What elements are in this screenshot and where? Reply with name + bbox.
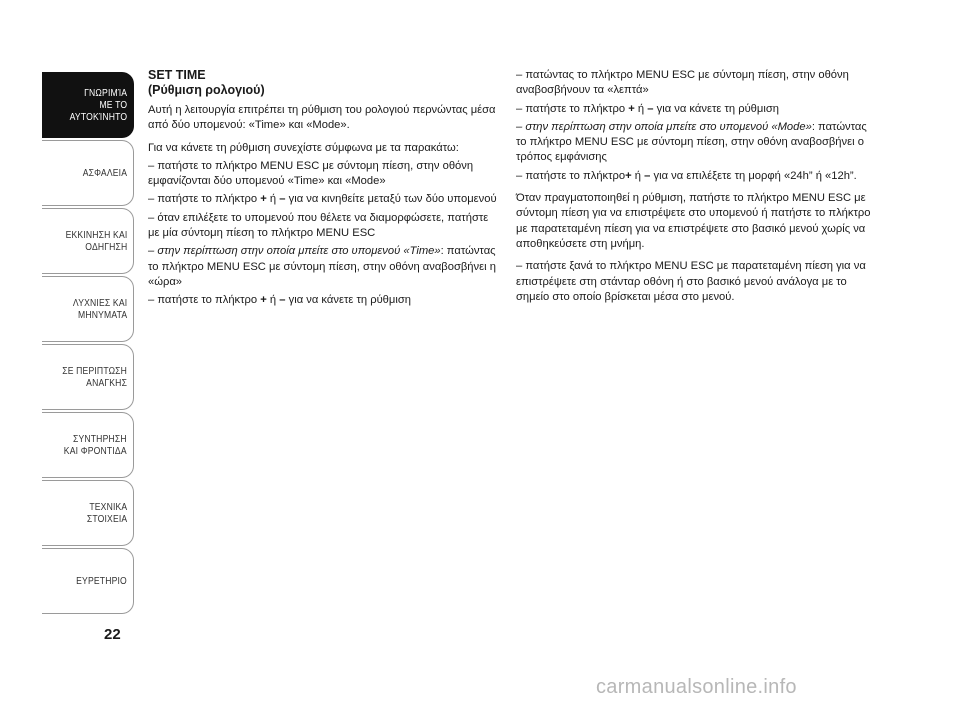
text-fragment: ή — [634, 102, 648, 115]
text-fragment: για να επιλέξετε τη μορφή «24h” ή «12h”. — [650, 169, 857, 182]
tab-getting-to-know-car[interactable] — [42, 72, 134, 138]
plus-key: + — [260, 294, 267, 307]
instruction-item — [148, 293, 500, 308]
text-fragment: για να κινηθείτε μεταξύ των δύο υπομενού — [285, 193, 497, 206]
tab-label: ΤΕΧΝΙΚΑ ΣΤΟΙΧΕΙΑ — [86, 501, 127, 525]
paragraph: Αυτή η λειτουργία επιτρέπει τη ρύθμιση του ρολογιού περνώντας μέσα από δύο υπομενού: «Time» και «Mode». — [148, 104, 496, 132]
text-fragment: για να κάνετε τη ρύθμιση — [653, 102, 779, 115]
plus-key: + — [628, 102, 635, 115]
paragraph: Όταν πραγματοποιηθεί η ρύθμιση, πατήστε το πλήκτρο MENU ESC με σύντομη πίεση για να επιστρέψετε στο υπομενού ή πατήστε το πλήκτρο με παρατεταμένη πίεση για να επιστρέψετε στο βασικό μενού χωρίς να αποθηκεύσετε στη μνήμη. — [516, 192, 871, 250]
section-title — [148, 68, 500, 98]
right-column — [516, 68, 876, 312]
paragraph: Για να κάνετε τη ρύθμιση συνεχίστε σύμφωνα με τα παρακάτω: — [148, 141, 459, 154]
tab-safety[interactable] — [42, 140, 134, 206]
tab-label: ΛΥΧΝΙΕΣ ΚΑΙ ΜΗΝΥΜΑΤΑ — [72, 297, 127, 321]
tab-warning-lights[interactable] — [42, 276, 134, 342]
tab-technical-data[interactable] — [42, 480, 134, 546]
instruction-item: – πατήστε το πλήκτρο MENU ESC με σύντομη πίεση, στην οθόνη εμφανίζονται δύο υπομενού «Time» και «Mode» — [148, 159, 474, 188]
text-fragment: ή — [631, 169, 645, 182]
text-fragment: : πατώντας το πλήκτρο MENU ESC με σύντομη πίεση, στην οθόνη αναβοσβήνει η «ώρα» — [148, 245, 496, 288]
text-fragment: – πατήστε το πλήκτρο — [148, 193, 261, 206]
tab-label: ΕΚΚΙΝΗΣΗ ΚΑΙ ΟΔΗΓΗΣΗ — [65, 229, 127, 253]
instruction-item — [148, 244, 500, 290]
tab-label: ΕΥΡΕΤΗΡΙΟ — [76, 575, 127, 587]
tab-label: ΑΣΦΑΛΕΙΑ — [82, 167, 127, 179]
text-fragment: για να κάνετε τη ρύθμιση — [285, 294, 411, 307]
watermark: carmanualsonline.info — [596, 676, 797, 698]
text-fragment: – πατήστε το πλήκτρο — [516, 102, 629, 115]
page-number: 22 — [104, 626, 121, 643]
text-fragment: ή — [266, 294, 280, 307]
tab-label: ΓΝΩΡΙΜΊΑ ΜΕ ΤΟ ΑΥΤΟΚΊΝΗΤΟ — [69, 87, 127, 123]
tab-emergency[interactable] — [42, 344, 134, 410]
left-column — [148, 68, 500, 312]
instruction-item — [148, 192, 500, 207]
instruction-item: – πατώντας το πλήκτρο MENU ESC με σύντομη πίεση, στην οθόνη αναβοσβήνουν τα «λεπτά» — [516, 69, 849, 97]
tab-index[interactable] — [42, 548, 134, 614]
minus-key: – — [644, 169, 651, 182]
minus-key: – — [279, 193, 286, 206]
plus-key: + — [260, 193, 267, 206]
text-fragment: – πατήστε το πλήκτρο — [148, 294, 261, 307]
tab-label: ΣΕ ΠΕΡΙΠΤΩΣΗ ΑΝΑΓΚΗΣ — [62, 365, 127, 389]
plus-key: + — [625, 169, 632, 182]
instruction-item: – όταν επιλέξετε το υπομενού που θέλετε να διαμορφώσετε, πατήστε με μία σύντομη πίεση το πλήκτρο MENU ESC — [148, 211, 489, 240]
tab-starting-driving[interactable] — [42, 208, 134, 274]
instruction-item — [516, 102, 876, 117]
instruction-item: – πατήστε ξανά το πλήκτρο MENU ESC με παρατεταμένη πίεση για να επιστρέψετε στη στάνταρ οθόνη ή στο βασικό μενού ανάλογα με το σημείο στο οποίο βρίσκεται μέσα στο μενού. — [516, 260, 866, 303]
minus-key: – — [279, 294, 286, 307]
section-title-main: SET TIME — [148, 68, 206, 82]
text-fragment: – πατήστε το πλήκτρο — [516, 169, 626, 182]
italic-fragment: – στην περίπτωση στην οποία μπείτε στο υπομενού «Mode» — [516, 120, 812, 133]
instruction-item — [516, 120, 876, 166]
instruction-item — [516, 169, 876, 184]
tab-maintenance[interactable] — [42, 412, 134, 478]
italic-fragment: – στην περίπτωση στην οποία μπείτε στο υπομενού «Time» — [148, 245, 441, 258]
tab-label: ΣΥΝΤΗΡΗΣΗ ΚΑΙ ΦΡΟΝΤΙΔΑ — [64, 433, 127, 457]
section-title-sub: (Ρύθμιση ρολογιού) — [148, 83, 265, 97]
minus-key: – — [647, 102, 654, 115]
text-fragment: ή — [266, 193, 280, 206]
text-fragment: : πατώντας το πλήκτρο MENU ESC με σύντομη πίεση, στην οθόνη αναβοσβήνει ο τρόπος εμφάνισης — [516, 120, 867, 164]
